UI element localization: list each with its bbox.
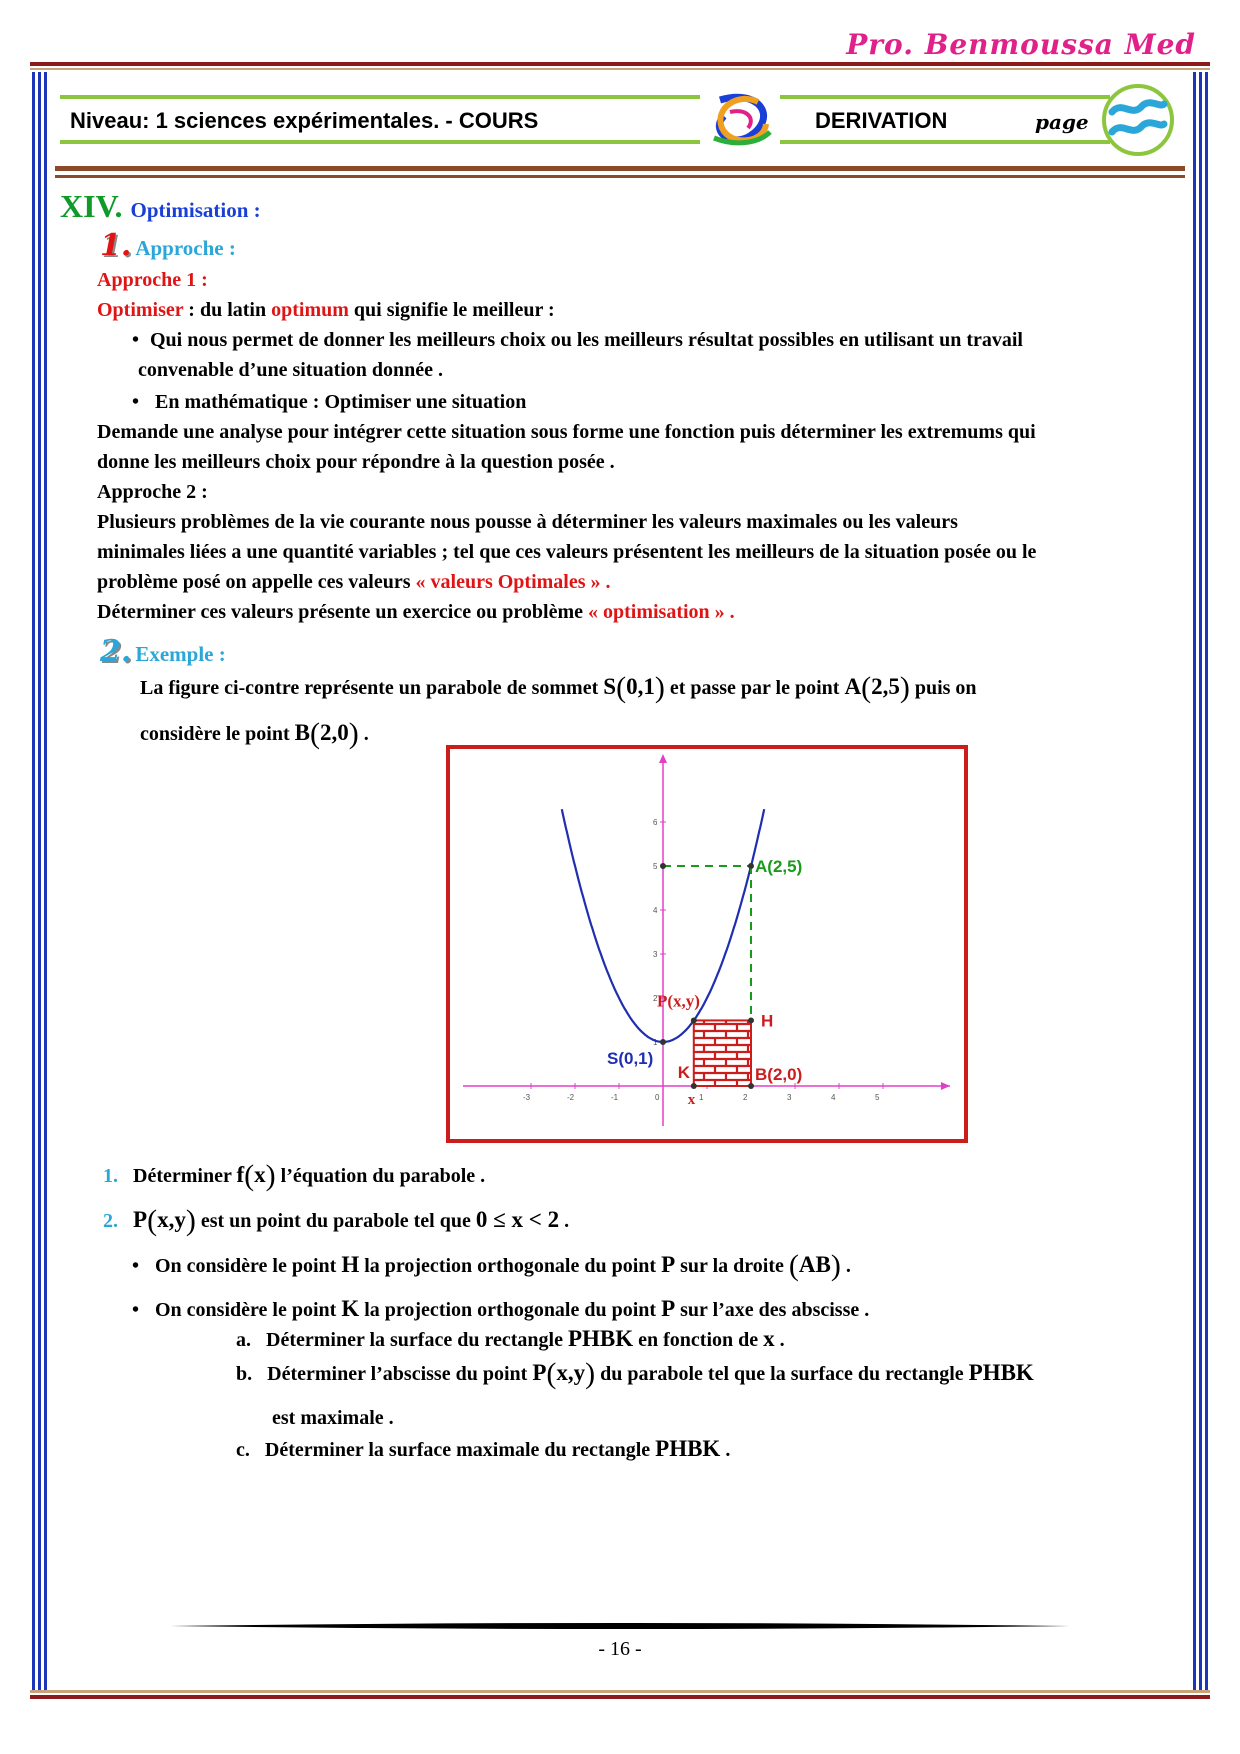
- bullet-H: • On considère le point H la projection orthogonale du point P sur la droite (AB) .: [132, 1249, 851, 1282]
- bullet-K: • On considère le point K la projection orthogonale du point P sur l’axe des abscisse .: [132, 1296, 870, 1321]
- header-top-rule-thin: [30, 68, 1210, 70]
- figure-point: [691, 1017, 697, 1023]
- figure-point: [748, 1017, 754, 1023]
- right-border-3: [1205, 72, 1208, 1692]
- sub1-number: 1.: [100, 228, 132, 263]
- label-A: A(2,5): [755, 857, 803, 876]
- para1-line2: donne les meilleurs choix pour répondre à la question posée .: [97, 451, 615, 473]
- sub2-heading: [100, 634, 226, 669]
- para3: Déterminer ces valeurs présente un exercice ou problème « optimisation » .: [97, 601, 735, 623]
- page-badge-icon: [1098, 82, 1178, 158]
- label-K: K: [677, 1063, 691, 1082]
- left-border-2: [38, 72, 41, 1692]
- header-logo-icon: [700, 88, 780, 150]
- bullet-1: • Qui nous permet de donner les meilleurs choix ou les meilleurs résultat possibles en utilisant un travail: [132, 329, 1023, 351]
- section-number: XIV.: [60, 188, 123, 224]
- point-S: S: [603, 674, 617, 699]
- header-top-rule: [30, 62, 1210, 66]
- y-tick-label: 1: [653, 1038, 658, 1047]
- x-tick-label: -1: [611, 1093, 619, 1102]
- figure-point: [660, 1039, 666, 1045]
- approche1-title: Approche 1 :: [97, 269, 208, 291]
- para2-line3: problème posé on appelle ces valeurs « valeurs Optimales » .: [97, 571, 611, 593]
- approche2-title: Approche 2 :: [97, 481, 208, 503]
- example-intro-line1: La figure ci-contre représente un parabole de sommet S(0,1) et passe par le point A(2,5) puis on: [140, 671, 977, 704]
- y-tick-label: 6: [653, 818, 658, 827]
- para2-line1: Plusieurs problèmes de la vie courante nous pousse à déterminer les valeurs maximales ou les valeurs: [97, 511, 958, 533]
- x-tick-label: 2: [743, 1093, 748, 1102]
- rectangle-phbk: [694, 1020, 751, 1086]
- optimisation-term: « optimisation » .: [587, 601, 735, 623]
- footer-rule-thick: [30, 1695, 1210, 1699]
- label-x: x: [687, 1092, 696, 1108]
- def-mid: : du latin: [183, 299, 272, 321]
- label-S: S(0,1): [607, 1049, 654, 1068]
- bullet-1-cont: convenable d’une situation donnée .: [138, 359, 444, 381]
- point-A: A: [844, 674, 862, 699]
- def-end: qui signifie le meilleur :: [348, 299, 555, 321]
- y-tick-label: 2: [653, 994, 658, 1003]
- y-tick-label: 4: [653, 906, 658, 915]
- question-c: c. Déterminer la surface maximale du rectangle PHBK .: [236, 1436, 731, 1461]
- def-word: Optimiser: [97, 299, 184, 321]
- sub2-number: 2.: [100, 634, 132, 669]
- footer-rule: [170, 1620, 1070, 1632]
- x-tick-label: -3: [523, 1093, 531, 1102]
- optimal-values-term: « valeurs Optimales » .: [415, 571, 611, 593]
- x-tick-label: 5: [875, 1093, 880, 1102]
- x-tick-label: 3: [787, 1093, 792, 1102]
- x-tick-label: 1: [699, 1093, 704, 1102]
- sub1-title: Approche :: [135, 236, 236, 260]
- level-title: Niveau: 1 sciences expérimentales. - COURS: [70, 108, 539, 133]
- header-band-top: [60, 95, 700, 99]
- chapter-title: DERIVATION: [815, 108, 948, 133]
- page-label: page: [1035, 110, 1089, 134]
- point-B: B: [294, 720, 310, 745]
- header-band-bottom: [60, 140, 700, 144]
- header-band-bottom-right: [780, 140, 1110, 144]
- figure-point: [748, 1083, 754, 1089]
- right-border-2: [1199, 72, 1202, 1692]
- footer-rule-thin: [30, 1690, 1210, 1693]
- y-tick-label: 3: [653, 950, 658, 959]
- x-tick-label: 4: [831, 1093, 836, 1102]
- x-tick-label: -2: [567, 1093, 575, 1102]
- section-title: Optimisation :: [130, 198, 261, 222]
- header-band-top-right: [780, 95, 1110, 99]
- para2-line2: minimales liées a une quantité variables ; tel que ces valeurs présentent les meilleurs de la situation posée ou le: [97, 541, 1037, 563]
- sub2-title: Exemple :: [135, 642, 226, 666]
- label-P: P(x,y): [657, 991, 700, 1011]
- page-number: - 16 -: [598, 1638, 642, 1660]
- question-b: b. Déterminer l’abscisse du point P(x,y) du parabole tel que la surface du rectangle PHBK: [236, 1357, 1034, 1390]
- def-latin: optimum: [271, 299, 349, 321]
- question-2: 2. P(x,y) est un point du parabole tel que 0 ≤ x < 2 .: [103, 1204, 570, 1237]
- label-B: B(2,0): [755, 1065, 803, 1084]
- header-bottom-rule: [55, 166, 1185, 171]
- sub1-heading: [100, 228, 236, 263]
- y-tick-label: 5: [653, 862, 658, 871]
- label-H: H: [761, 1011, 774, 1031]
- question-1: 1. Déterminer f(x) l’équation du parabole .: [103, 1159, 486, 1192]
- x-tick-label: 0: [655, 1093, 660, 1102]
- para1-line1: Demande une analyse pour intégrer cette situation sous forme une fonction puis déterminer les extremums qui: [97, 421, 1036, 443]
- figure-point: [660, 863, 666, 869]
- definition-line: [97, 296, 555, 325]
- bullet-2: • En mathématique : Optimiser une situation: [132, 391, 527, 413]
- figure-point: [691, 1083, 697, 1089]
- author-signature: Pro. Benmoussa Med: [846, 28, 1196, 61]
- parabola-figure: [445, 744, 969, 1144]
- example-intro-line2: considère le point B(2,0) .: [140, 717, 369, 750]
- figure-point: [748, 863, 754, 869]
- question-a: a. Déterminer la surface du rectangle PHBK en fonction de x .: [236, 1326, 785, 1351]
- question-b-cont: est maximale .: [272, 1407, 394, 1429]
- section-heading: [60, 188, 261, 225]
- left-border-3: [44, 72, 47, 1692]
- left-border-1: [32, 72, 35, 1692]
- header-bottom-rule-2: [55, 175, 1185, 178]
- right-border-1: [1193, 72, 1196, 1692]
